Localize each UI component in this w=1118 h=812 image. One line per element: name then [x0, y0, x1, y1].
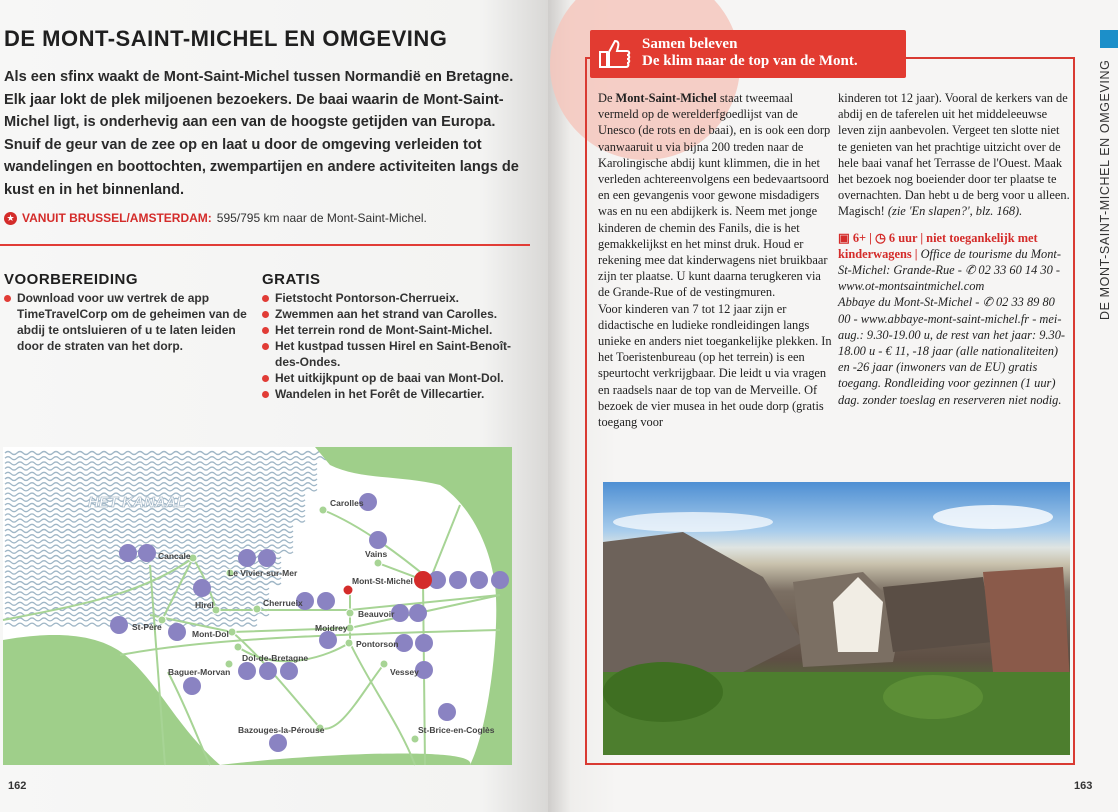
cross-reference: (zie 'En slapen?', blz. 168). [887, 204, 1023, 219]
list-item: Fietstocht Pontorson-Cherrueix. [262, 290, 522, 306]
distance-value: 595/795 km naar de Mont-Saint-Michel. [216, 211, 427, 225]
place-marker [319, 506, 327, 514]
place-marker [346, 609, 354, 617]
place-label: Bazouges-la-Pérouse [238, 725, 325, 735]
place-label: St-Brice-en-Coglès [418, 725, 495, 735]
place-marker [411, 735, 419, 743]
preparation-section [4, 272, 249, 354]
place-marker [380, 660, 388, 668]
article-column-1 [598, 90, 834, 430]
distance-info [4, 211, 427, 225]
divider [0, 244, 530, 246]
list-item: Zwemmen aan het strand van Carolles. [262, 306, 522, 322]
place-label: St-Père [132, 622, 162, 632]
list-item: Download voor uw vertrek de app TimeTravelCorp om de geheimen van de abdij te ontsluieren of u te laten leiden door de straten van het dorp. [4, 290, 249, 354]
list-item: Wandelen in het Forêt de Villecartier. [262, 386, 522, 402]
place-marker [343, 585, 353, 595]
mont-saint-michel-photo [603, 482, 1070, 755]
place-label: Le Vivier-sur-Mer [228, 568, 298, 578]
list-item: Het kustpad tussen Hirel en Saint-Benoît-des-Ondes. [262, 338, 522, 370]
text: staat tweemaal vermeld op de werelderfgoedlijst van de Unesco (de rots en de baai), en is ook een dorp vanwaaruit u via bijna 200 treden naar de Karolingische abdij kunt klimmen, die in het verleden achtereenvolgens een bedevaartsoord en een gevangenis voor gewone misdadigers was en nu een abdijkerk is. Neem met jonge kinderen de chemin des Fanils, die is het gemakkelijkst en het minst druk. Houd er rekening mee dat kinderwagens niet bruikbaar zijn ter plaatse. U kunt daarna terugkeren via de Grande-Rue of de vestingmuren. [598, 91, 831, 300]
info-highlight: 6+ | ◷ 6 uur | niet toegankelijk met kinderwagens | [838, 230, 1038, 261]
place-label: Mont-St-Michel [352, 576, 413, 586]
page-number-right: 163 [1074, 780, 1093, 792]
child-icon: ▣ [838, 230, 853, 245]
place-label: Cherrueix [263, 598, 303, 608]
place-label: Vessey [390, 667, 419, 677]
info-text: Office de tourisme du Mont-St-Michel: Grande-Rue - ✆ 02 33 60 14 30 - www.ot-montsaintmichel.com [838, 246, 1061, 294]
place-label: Baguer-Morvan [168, 667, 231, 677]
page-title: DE MONT-SAINT-MICHEL EN OMGEVING [4, 26, 448, 51]
place-marker [253, 605, 261, 613]
place-marker [228, 628, 236, 636]
activity-icon [470, 571, 488, 589]
activity-icon [438, 703, 456, 721]
activity-icon [319, 631, 337, 649]
header-line1: Samen beleven [642, 36, 738, 52]
activity-icon [269, 734, 287, 752]
activity-icon [238, 549, 256, 567]
chapter-tab [1100, 30, 1118, 48]
place-label: Vains [365, 549, 388, 559]
activity-icon [409, 604, 427, 622]
activity-icon [449, 571, 467, 589]
intro-text: Als een sfinx waakt de Mont-Saint-Michel tussen Normandië en Bretagne. Elk jaar lokt de plek miljoenen bezoekers. De baai waarin de Mont-Saint-Michel ligt, is onderhevig aan een van de hoogste getijden van Europa. Snuif de geur van de zee op en laat u door de omgeving verleiden tot wandelingen en boottochten, zwempartijen en andere activiteiten langs de kust en in het binnenland. [4, 69, 519, 198]
page-number-left: 162 [8, 780, 27, 792]
place-label: Pontorson [356, 639, 399, 649]
activity-icon [138, 544, 156, 562]
text: De [598, 91, 616, 105]
place-label: Moidrey [315, 623, 348, 633]
header-line2: De klim naar de top van de Mont. [642, 53, 858, 69]
article-column-2 [838, 90, 1070, 408]
activity-icon [369, 531, 387, 549]
distance-label: VANUIT BRUSSEL/AMSTERDAM: [22, 211, 212, 225]
activity-icon [259, 662, 277, 680]
place-marker [345, 639, 353, 647]
activity-icon [238, 662, 256, 680]
text: Voor kinderen van 7 tot 12 jaar zijn er didactische en ludieke rondleidingen langs unieke en anders niet toegankelijke plekken. In het Toeristenbureau (op het terrein) is een speurtocht verkrijgbaar. Die leidt u via vragen en raadsels naar de top van de Merveille. Of bezoek de vier musea in het oude dorp (gratis toegang voor [598, 301, 832, 430]
chapter-side-title: DE MONT-SAINT-MICHEL EN OMGEVING [1098, 60, 1112, 321]
activity-icon [193, 579, 211, 597]
activity-icon [119, 544, 137, 562]
place-label: Hirel [195, 600, 214, 610]
feature-header [590, 30, 906, 78]
free-title: GRATIS [262, 271, 321, 288]
thumbs-up-icon [598, 38, 632, 70]
list-item: Het terrein rond de Mont-Saint-Michel. [262, 322, 522, 338]
place-marker [234, 643, 242, 651]
info-text-2: Abbaye du Mont-St-Michel - ✆ 02 33 89 80 00 - www.abbaye-mont-saint-michel.fr - mei-aug.: 9.30-19.00 u, de rest van het jaar: 9.30-18.00 u - € 11, -18 jaar (alle nationaliteiten) en -26 jaar (inwoners van de EU) gratis toegang. Rondleiding voor gezinnen (1 uur) dag. zonder toeslag en reserveren niet nodig. [838, 295, 1066, 407]
activity-icon [110, 616, 128, 634]
place-label: Cancale [158, 551, 191, 561]
place-label: Carolles [330, 498, 364, 508]
activity-icon [491, 571, 509, 589]
bold-text: Mont-Saint-Michel [615, 91, 717, 105]
place-marker [374, 559, 382, 567]
list-item: Het uitkijkpunt op de baai van Mont-Dol. [262, 370, 522, 386]
place-label: Dol-de-Bretagne [242, 653, 309, 663]
sea-label: HET KANAAL [88, 494, 186, 511]
free-section [262, 272, 522, 402]
activity-icon [317, 592, 335, 610]
text: kinderen tot 12 jaar). Vooral de kerkers van de abdij en de taferelen uit het middeleeuwse leven zijn aanbevolen. Vergeet ten slotte niet te genieten van het prachtige uitzicht over de hele baai vanaf het Terrasse de l'Ouest. Maak het bezoek nog boeiender door ter plaatse te overnachten. Dan hebt u de berg voor u alleen. Magisch! [838, 91, 1070, 219]
activity-icon [183, 677, 201, 695]
region-map [0, 445, 515, 767]
preparation-title: VOORBEREIDING [4, 271, 139, 288]
place-label: Beauvoir [358, 609, 395, 619]
activity-icon [168, 623, 186, 641]
thumbs-up-icon [414, 571, 432, 589]
activity-icon [258, 549, 276, 567]
activity-icon [415, 634, 433, 652]
activity-icon [280, 662, 298, 680]
place-label: Mont-Dol [192, 629, 229, 639]
star-icon: ★ [4, 212, 17, 225]
